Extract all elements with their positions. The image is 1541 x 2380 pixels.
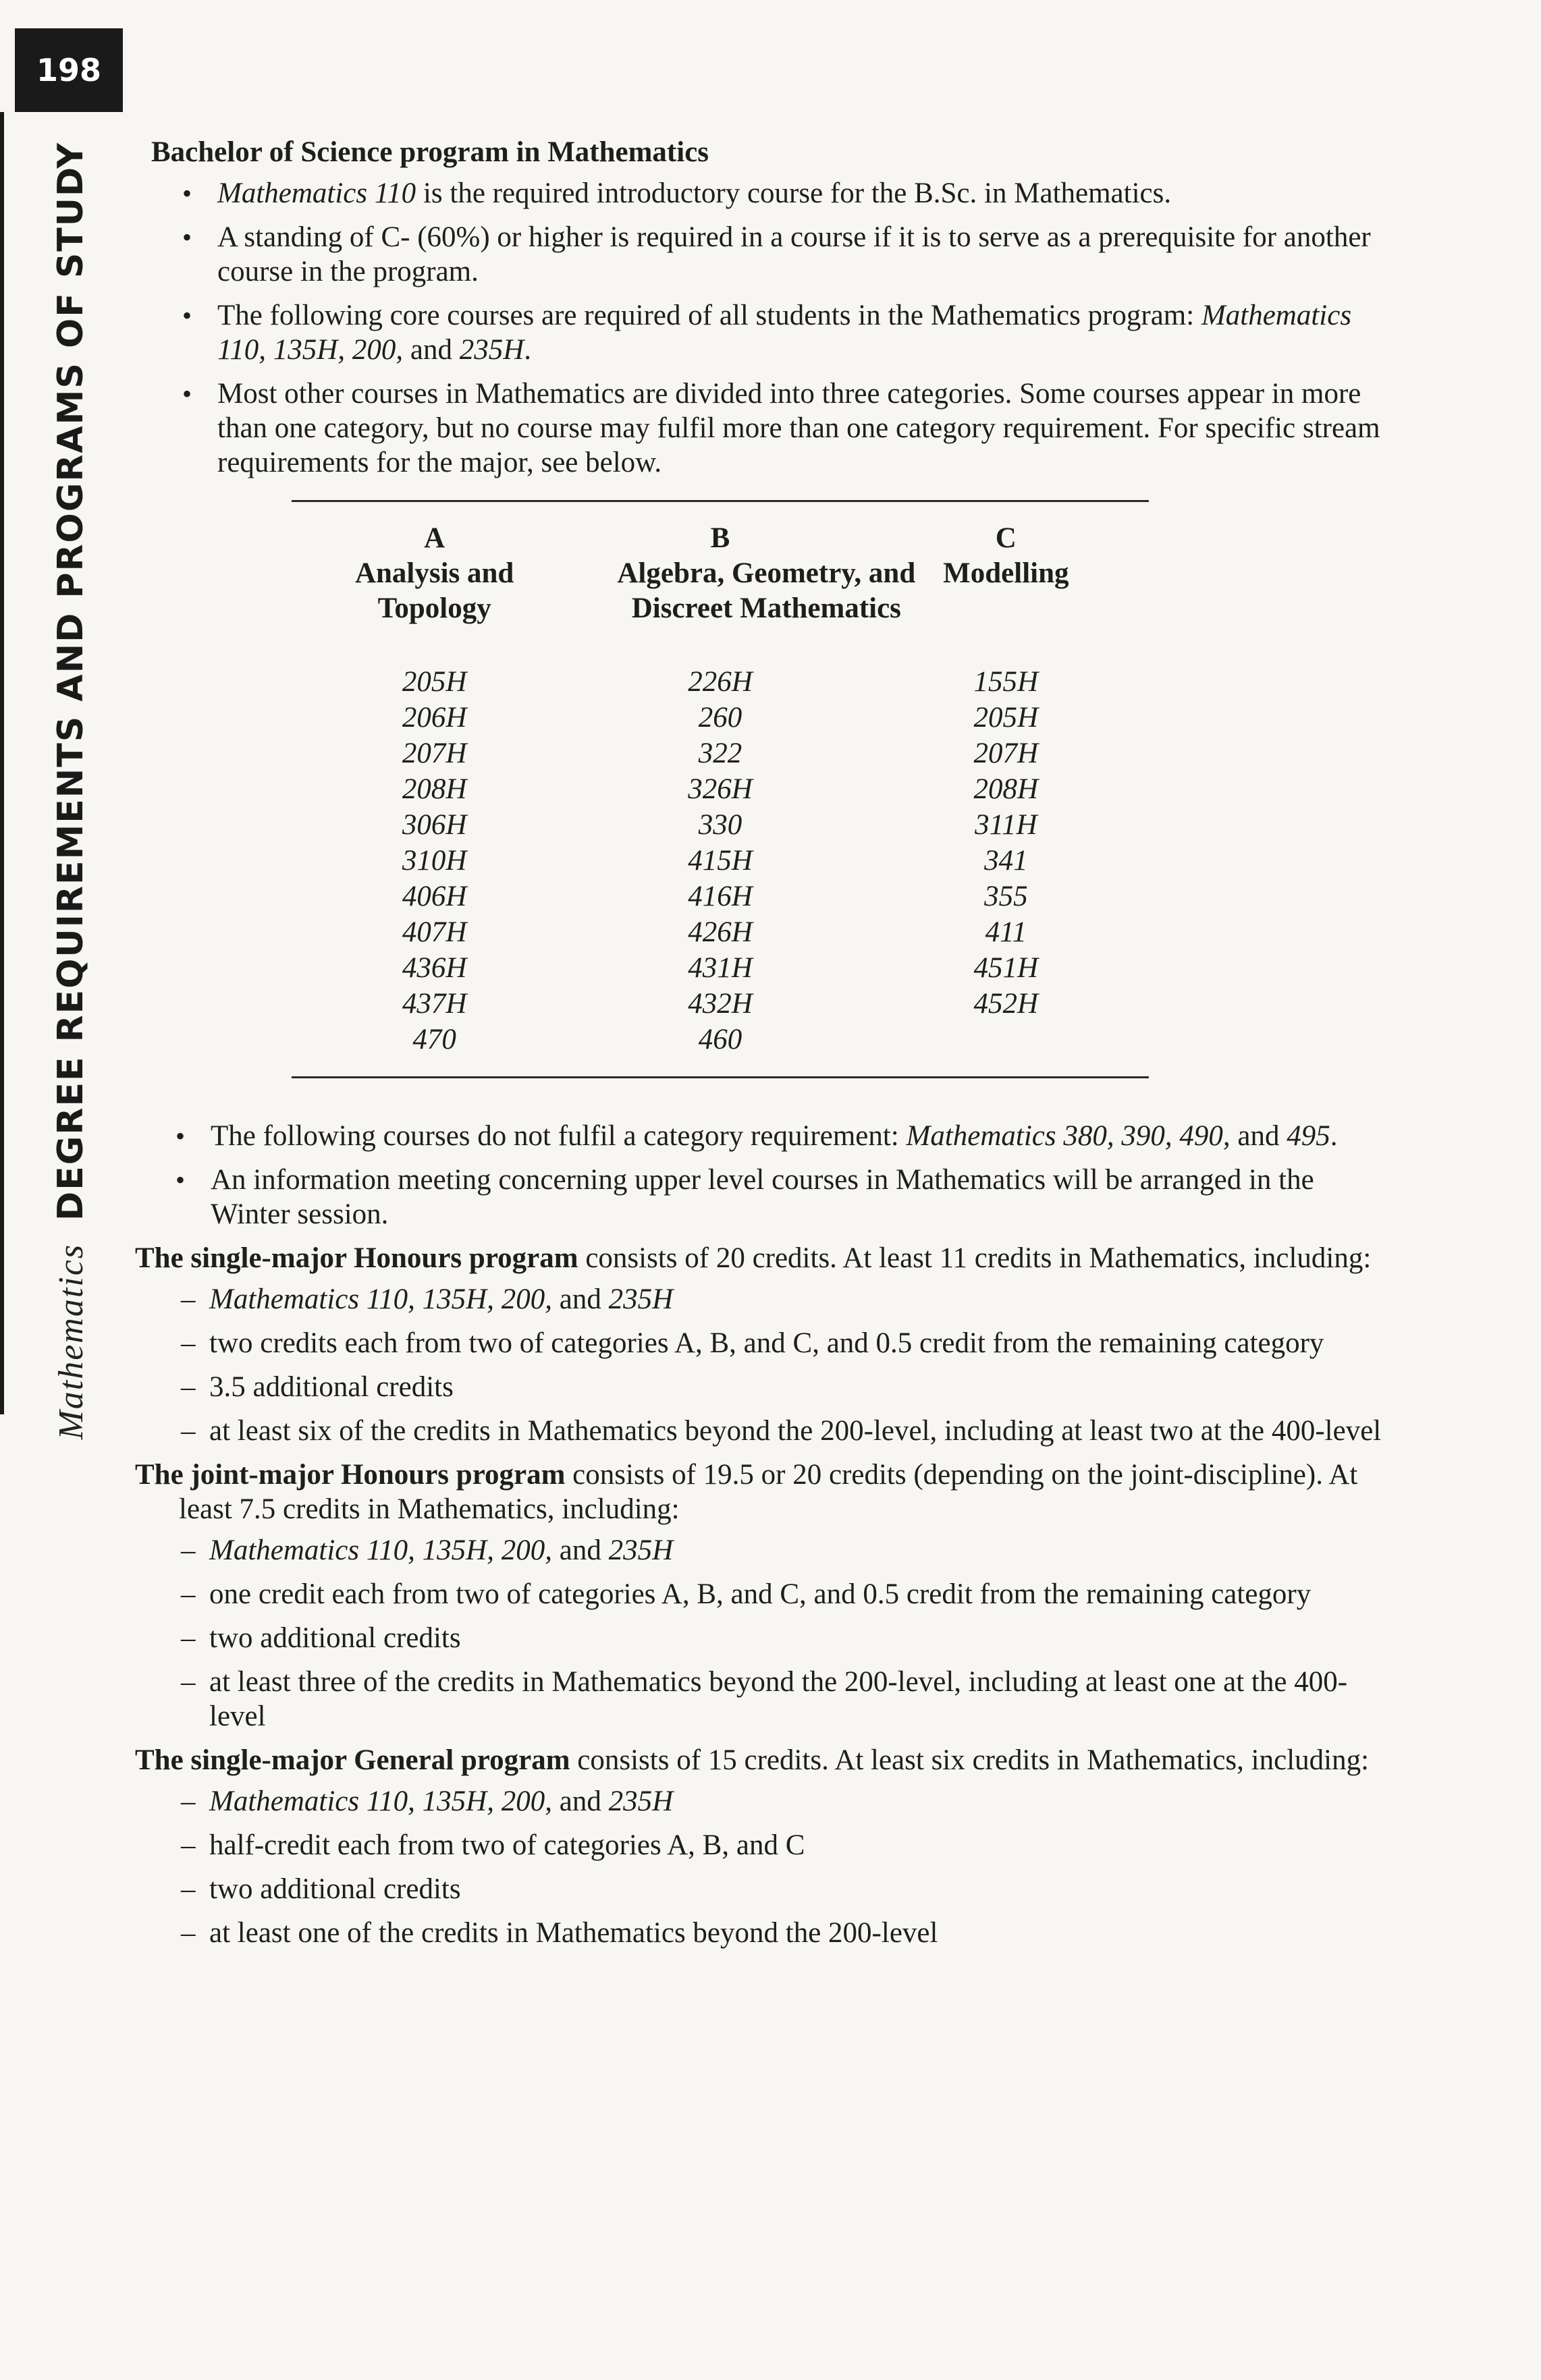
course-ref: Mathematics 380, 390, 490, [906,1120,1231,1152]
dash-icon: – [181,1622,196,1654]
bullet-text: and [403,334,460,366]
course-ref: Mathematics 110, 135H, 200, [209,1283,552,1315]
course-cell: 432H [688,988,753,1020]
course-cell: 322 [698,738,742,769]
table-row [292,648,1149,700]
requirement-text: at least six of the credits in Mathematics beyond the 200-level, including at least two at the 400-level [209,1415,1382,1447]
course-ref: 235H [608,1283,674,1315]
course-cell: 416H [688,881,753,912]
categories-body [292,648,1149,1076]
course-ref: Mathematics 110 [217,177,416,209]
table-row [292,879,1149,914]
course-ref: 235H [608,1534,674,1566]
bullet-text: The following core courses are required of all students in the Mathematics program: [217,300,1201,331]
course-ref: Mathematics 110, 135H, 200, [217,300,1352,366]
bullet-icon: • [182,379,192,409]
course-cell: 207H [973,738,1039,769]
table-row [292,843,1149,879]
course-cell: 311H [975,809,1037,841]
course-cell: 205H [402,666,467,698]
dash-icon: – [181,1283,196,1315]
bullet-text: is the required introductory course for the B.Sc. in Mathematics. [416,177,1172,209]
course-cell: 341 [984,845,1028,877]
categories-grid [292,502,1149,1076]
list-item [181,1872,1390,1906]
requirement-text: and [551,1786,609,1817]
requirement-text: one credit each from two of categories A, B, and C, and 0.5 credit from the remaining category [209,1578,1312,1610]
side-tab [34,142,108,1440]
course-cell [863,1022,1149,1076]
program-joint-major-honours [135,1458,1390,1734]
category-title: Analysis and Topology [354,557,514,624]
course-cell: 415H [688,845,753,877]
course-ref: 235H [608,1786,674,1817]
dash-icon: – [181,1917,196,1949]
side-tab-subject: Mathematics [51,1243,90,1440]
category-title: Algebra, Geometry, and Discreet Mathematics [617,557,916,624]
program-intro [135,1458,1390,1526]
list-item [181,1784,1390,1819]
dash-icon: – [181,1829,196,1861]
page-content [135,135,1390,1960]
bullet-icon: • [182,300,192,331]
category-letter: A [424,522,445,554]
program-description: consists of 19.5 or 20 credits (depending on the joint-discipline). At least 7.5 credits in Mathematics, including: [179,1459,1358,1525]
program-description: consists of 20 credits. At least 11 credits in Mathematics, including: [578,1242,1372,1274]
course-cell: 460 [698,1024,742,1055]
program-title: The single-major General program [135,1744,570,1776]
categories-table [292,500,1149,1078]
course-cell: 407H [402,916,467,948]
list-item [181,1621,1390,1655]
course-cell: 205H [973,702,1039,734]
page-number-text: 198 [36,52,102,88]
table-row [292,736,1149,771]
course-cell: 326H [688,773,753,805]
side-tab-section: DEGREE REQUIREMENTS AND PROGRAMS OF STUDY [51,142,91,1221]
list-item [181,1577,1390,1611]
list-item [181,1828,1390,1862]
dash-icon: – [181,1534,196,1566]
requirement-text: and [551,1283,609,1315]
category-letter: B [710,522,730,554]
course-cell: 306H [402,809,467,841]
course-cell: 310H [402,845,467,877]
table-row [292,986,1149,1022]
list-item [181,1282,1390,1317]
course-cell: 206H [402,702,467,734]
table-bottom-rule [292,1076,1149,1078]
list-item [181,1665,1390,1734]
dash-icon: – [181,1873,196,1905]
bullet-icon: • [175,1121,186,1151]
course-cell: 208H [402,773,467,805]
course-cell: 355 [984,881,1028,912]
course-cell: 207H [402,738,467,769]
course-cell: 260 [698,702,742,734]
requirement-list [135,1282,1390,1448]
bullet-text: An information meeting concerning upper level courses in Mathematics will be arranged in the Winter session. [211,1164,1314,1230]
bullet-icon: • [182,222,192,252]
bsc-heading: Bachelor of Science program in Mathematics [151,136,709,168]
requirement-text: 3.5 additional credits [209,1371,454,1403]
bsc-bullet-list [135,176,1390,480]
list-item [181,1533,1390,1568]
dash-icon: – [181,1666,196,1698]
requirement-text: two additional credits [209,1622,461,1654]
course-cell: 470 [412,1024,456,1055]
table-row [292,771,1149,807]
course-ref: 495 [1287,1120,1330,1152]
requirement-text: at least three of the credits in Mathematics beyond the 200-level, including at least one at the 400-level [209,1666,1348,1732]
course-ref: 235H [459,334,524,366]
course-cell: 451H [973,952,1039,984]
page-number [15,28,123,112]
program-title: The joint-major Honours program [135,1459,566,1491]
table-row [292,950,1149,986]
bullet-text: . [1330,1120,1338,1152]
table-row [292,1022,1149,1076]
course-cell: 330 [698,809,742,841]
list-item [182,176,1390,211]
bullet-text: Most other courses in Mathematics are divided into three categories. Some courses appear in more than one category, but no course may fulfil more than one category requirement. For specific stream requirements for the major, see below. [217,378,1380,478]
dash-icon: – [181,1327,196,1359]
course-ref: Mathematics 110, 135H, 200, [209,1786,552,1817]
program-single-major-honours [135,1241,1390,1448]
list-item [181,1326,1390,1360]
side-rule [0,112,4,1414]
course-cell: 208H [973,773,1039,805]
program-title: The single-major Honours program [135,1242,578,1274]
list-item [175,1119,1390,1153]
requirement-text: two credits each from two of categories A, B, and C, and 0.5 credit from the remaining category [209,1327,1324,1359]
requirement-list [135,1533,1390,1734]
dash-icon: – [181,1786,196,1817]
program-single-major-general [135,1743,1390,1950]
requirement-text: and [551,1534,609,1566]
list-item [182,220,1390,289]
course-cell: 437H [402,988,467,1020]
table-row [292,914,1149,950]
program-intro [135,1743,1390,1777]
requirement-text: half-credit each from two of categories A, B, and C [209,1829,805,1861]
course-cell: 431H [688,952,753,984]
course-cell: 426H [688,916,753,948]
bullet-text: and [1230,1120,1287,1152]
column-header-a [292,502,577,648]
course-cell: 155H [973,666,1039,698]
bullet-text: . [524,334,532,366]
requirement-list [135,1784,1390,1950]
list-item [182,377,1390,480]
category-letter: C [995,522,1017,554]
after-table-bullet-list [135,1119,1390,1231]
requirement-text: two additional credits [209,1873,461,1905]
list-item [182,298,1390,367]
list-item [181,1370,1390,1404]
list-item [181,1916,1390,1950]
course-cell: 436H [402,952,467,984]
bullet-icon: • [182,178,192,209]
column-header-b [577,502,916,648]
course-ref: Mathematics 110, 135H, 200, [209,1534,552,1566]
list-item [181,1414,1390,1448]
course-cell: 411 [985,916,1027,948]
dash-icon: – [181,1371,196,1403]
course-cell: 226H [688,666,753,698]
course-cell: 452H [973,988,1039,1020]
course-cell: 406H [402,881,467,912]
requirement-text: at least one of the credits in Mathematics beyond the 200-level [209,1917,938,1949]
bullet-icon: • [175,1165,186,1195]
table-row [292,807,1149,843]
dash-icon: – [181,1415,196,1447]
program-intro [135,1241,1390,1275]
list-item [175,1163,1390,1231]
program-description: consists of 15 credits. At least six credits in Mathematics, including: [570,1744,1370,1776]
table-row [292,700,1149,736]
category-title: Modelling [943,557,1069,589]
bullet-text: The following courses do not fulfil a category requirement: [211,1120,907,1152]
bullet-text: A standing of C- (60%) or higher is required in a course if it is to serve as a prerequisite for another course in the program. [217,221,1371,287]
dash-icon: – [181,1578,196,1610]
